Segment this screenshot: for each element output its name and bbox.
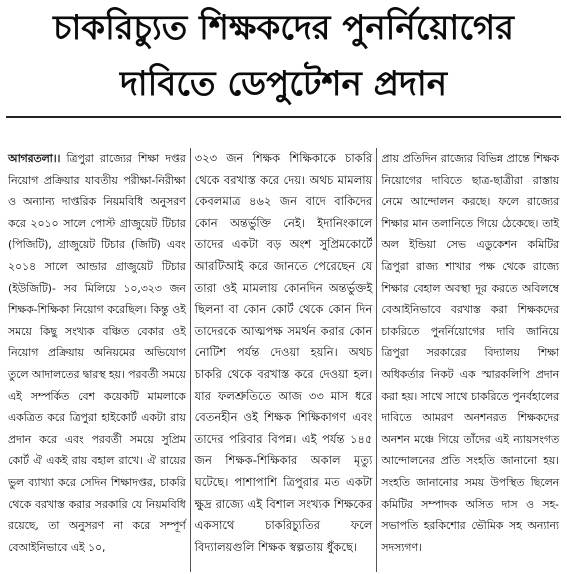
article-column-2 <box>190 148 377 572</box>
column-1-text: ত্রিপুরা রাজ্যের শিক্ষা দপ্তর নিয়োগ প্রক্রিয়ার যাবতীয় পরীক্ষা-নিরীক্ষা ও অন্যান্য দাপ্তরিক নিয়মবিধি অনুসরণ করে ২০১০ সালে পোস্ট গ্রাজুয়েট টিচার (পিজিটি), গ্রাজুয়েট টিচার (জিটি) এবং ২০১৪ সালে আন্ডার গ্রাজুয়েট টিচার (ইউজিটি)- সব মিলিয়ে ১০,৩২৩ জন শিক্ষক-শিক্ষিকা নিয়োগ করেছিল। কিন্তু ওই সময়ে কিছু সংখ্যক বঞ্চিত বেকার ওই নিয়োগ প্রক্রিয়ায় অনিয়মের অভিযোগ তুলে আদালতের দ্বারস্থ হয়। পরবর্তী সময়ে এই সম্পর্কিত বেশ কয়েকটি মামলাকে একত্রিত করে ত্রিপুরা হাইকোর্ট একটা রায় প্রদান করে এবং পরবর্তী সময়ে সুপ্রিম কোর্ট ঐ একই রায় বহাল রাখে। ঐ রায়ের ভুল ব্যাখ্যা করে সেদিন শিক্ষাদপ্তর, চাকরি থেকে বরখাস্ত করার সরকারি যে নিয়মবিধি রয়েছে, তা অনুসরণ না করে সম্পূর্ণ বেআইনিভাবে এই ১০, <box>8 152 186 554</box>
headline-line-2: দাবিতে ডেপুটেশন প্রদান <box>119 64 448 104</box>
column-3-text: প্রায় প্রতিদিন রাজ্যের বিভিন্ন প্রান্তে শিক্ষক নিয়োগের দাবিতে ছাত্র-ছাত্রীরা রাস্তায় নেমে আন্দোলন করছে। ফলে রাজ্যের শিক্ষার মান তলানিতে গিয়ে ঠেকেছে। তাই অল ইন্ডিয়া সেভ এডুকেশন কমিটির ত্রিপুরা রাজ্য শাখার পক্ষ থেকে রাজ্যে শিক্ষার বেহাল অবস্থা দূর করতে অবিলম্বে বেআইনিভাবে বরখাস্ত করা শিক্ষকদের চাকরিতে পুনর্নিয়োগের দাবি জানিয়ে ত্রিপুরা সরকারের বিদ্যালয় শিক্ষা অধিকর্তার নিকট এক স্মারকলিপি প্রদান করা হয়। সাথে সাথে চাকরিতে পুনর্বহালের দাবিতে আমরণ অনশনরত শিক্ষকদের অনশন মঞ্চে গিয়ে তাঁদের এই ন্যায়সংগত আন্দোলনের প্রতি সংহতি জানানো হয়। সংহতি জানানোর সময় উপস্থিত ছিলেন কমিটির সম্পাদক অসিত দাস ও সহ-সভাপতি হরকিশোর ভৌমিক সহ অন্যান্য সদস্যগণ। <box>381 152 560 554</box>
column-2-text: ৩২৩ জন শিক্ষক শিক্ষিকাকে চাকরি থেকে বরখাস্ত করে দেয়। অথচ মামলায় কেবলমাত্র ৪৬২ জন বাদে বাকিদের কোন অন্তর্ভুক্তি নেই। ইদানিংকালে তাদের একটা বড় অংশ সুপ্রিমকোর্টে আরটিআই করে জানতে পেরেছেন যে তারা ওই মামলায় কোনদিন অন্তর্ভুক্তই ছিলনা বা কোন কোর্ট থেকে কোন দিন তাদেরকে আত্মপক্ষ সমর্থন করার কোন নোটিশ পর্যন্ত দেওয়া হয়নি। অথচ চাকরি থেকে বরখাস্ত করে দেওয়া হল। যার ফলশ্রুতিতে আজ ৩৩ মাস ধরে বেতনহীন ওই শিক্ষক শিক্ষিকাগণ এবং তাদের পরিবার বিপন্ন। এই পর্যন্ত ১৪৫ জন শিক্ষক-শিক্ষিকার অকাল মৃত্যু ঘটেছে। পাশাপাশি ত্রিপুরার মত একটা ক্ষুদ্র রাজ্যে এই বিশাল সংখ্যক শিক্ষকের একসাথে চাকরিচ্যুতির ফলে বিদ্যালয়গুলি শিক্ষক স্বল্পতায় ধুঁকছে। <box>194 151 373 554</box>
headline-line-1: চাকরিচ্যুত শিক্ষকদের পুনর্নিয়োগের <box>53 8 514 48</box>
article-column-1 <box>4 148 190 572</box>
dateline: আগরতলা।। <box>8 152 61 165</box>
article-column-3 <box>376 148 563 572</box>
article-body <box>4 148 563 572</box>
headline-divider <box>6 116 561 118</box>
